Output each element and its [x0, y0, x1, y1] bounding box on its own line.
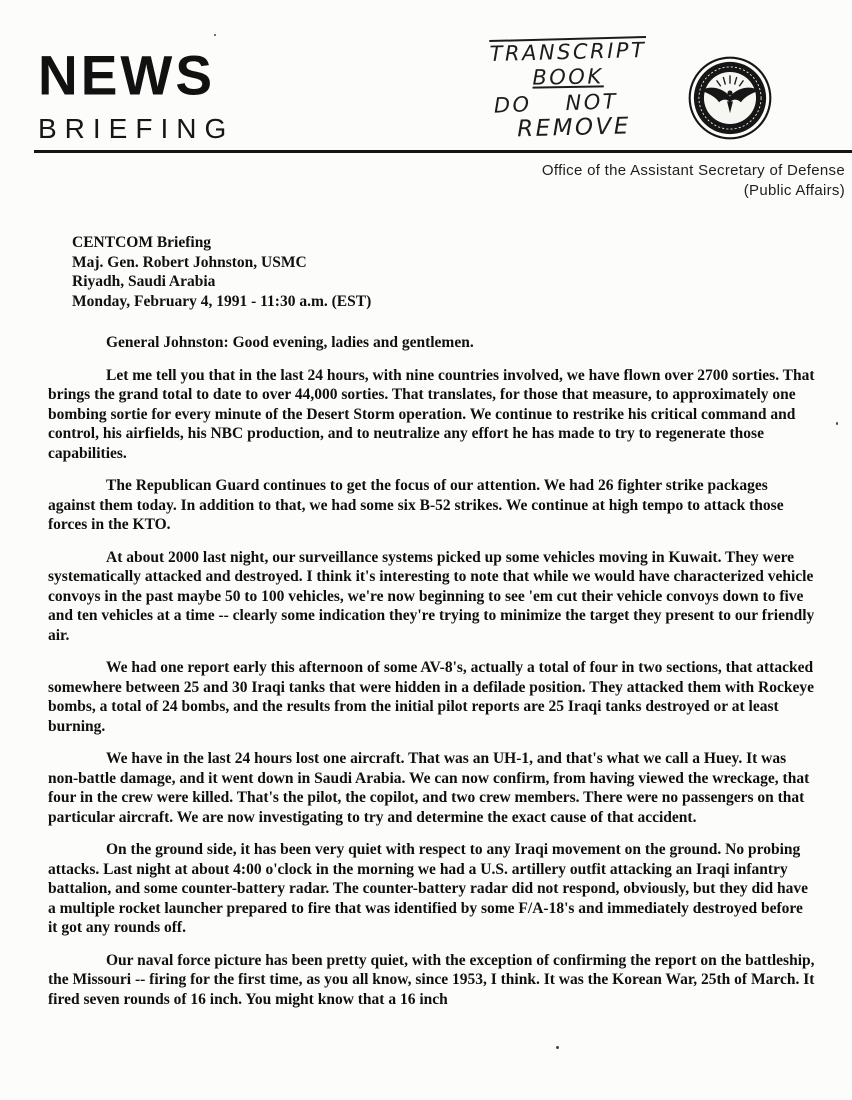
- scan-speck: [214, 34, 216, 36]
- handwritten-not: NOT: [565, 89, 619, 116]
- office-header: [542, 161, 845, 202]
- department-of-defense-seal-icon: [688, 56, 772, 140]
- handwritten-do: DO: [493, 92, 533, 118]
- header-rule: [34, 150, 852, 153]
- briefing-datetime: Monday, February 4, 1991 - 11:30 a.m. (EST): [72, 292, 372, 310]
- handwritten-transcript: TRANSCRIPT: [489, 37, 647, 67]
- office-line-2: (Public Affairs): [743, 182, 845, 200]
- handwritten-remove: REMOVE: [516, 113, 632, 143]
- handwritten-note: [448, 37, 688, 143]
- briefing-speaker: Maj. Gen. Robert Johnston, USMC: [72, 253, 307, 271]
- transcript-paragraph: At about 2000 last night, our surveillance systems picked up some vehicles moving in Kuwait. They were systematically attacked and destroyed. I think it's interesting to note that while we would have characterized vehicle convoys in the past maybe 50 to 100 vehicles, we're now beginning to see 'em cut their vehicle convoys down to five and ten vehicles at a time -- clearly some indication they're trying to minimize the target they present to our friendly air.: [48, 548, 815, 644]
- masthead-subtitle: BRIEFING: [38, 112, 235, 144]
- news-briefing-masthead: [38, 43, 235, 145]
- transcript-paragraph: We have in the last 24 hours lost one aircraft. That was an UH-1, and that's what we call a Huey. It was non-battle damage, and it went down in Saudi Arabia. We can now confirm, from having viewed the wreckage, that four in the crew were killed. That's the pilot, the copilot, and two crew members. There were no passengers on that particular aircraft. We are now investigating to try and determine the exact cause of that accident.: [48, 750, 810, 826]
- briefing-header-block: [72, 233, 816, 311]
- transcript-body: [48, 233, 816, 1022]
- transcript-paragraph: General Johnston: Good evening, ladies and gentlemen.: [106, 334, 474, 351]
- transcript-paragraph: On the ground side, it has been very quiet with respect to any Iraqi movement on the ground. No probing attacks. Last night at about 4:00 o'clock in the morning we had a U.S. artillery outfit attacking an Iraqi infantry battalion, and some counter-battery radar. The counter-battery radar did not respond, obviously, but they did have a multiple rocket launcher prepared to fire that was identified by some F/A-18's and immediately destroyed before it got any rounds off.: [48, 841, 808, 936]
- transcript-paragraph: Let me tell you that in the last 24 hours, with nine countries involved, we have flown over 2700 sorties. That brings the grand total to date to over 44,000 sorties. That translates, for those that measure, to approximately one bombing sortie for every minute of the Desert Storm operation. We continue to restrike his critical command and control, his airfields, his NBC production, and to neutralize any effort he has made to try to regenerate those capabilities.: [48, 366, 815, 462]
- briefing-location: Riyadh, Saudi Arabia: [72, 273, 216, 290]
- masthead-title: NEWS: [38, 43, 215, 107]
- transcript-paragraph: The Republican Guard continues to get the focus of our attention. We had 26 fighter strike packages against them today. In addition to that, we had some six B-52 strikes. We continue at high tempo to attack those forces in the KTO.: [48, 477, 784, 533]
- transcript-paragraph: We had one report early this afternoon of some AV-8's, actually a total of four in two sections, that attacked somewhere between 25 and 30 Iraqi tanks that were hidden in a defilade position. They attacked them with Rockeye bombs, a total of 24 bombs, and the results from the initial pilot reports are 25 Iraqi tanks destroyed or at least burning.: [48, 659, 814, 735]
- transcript-paragraph: Our naval force picture has been pretty quiet, with the exception of confirming the report on the battleship, the Missouri -- firing for the first time, as you all know, since 1953, I think. It was the Korean War, 25th of March. It fired seven rounds of 16 inch. You might know that a 16 inch: [48, 951, 815, 1008]
- handwritten-book: BOOK: [532, 64, 604, 90]
- scan-speck: [556, 1046, 559, 1049]
- briefing-title: CENTCOM Briefing: [72, 234, 212, 251]
- scan-speck: [836, 422, 838, 425]
- office-line-1: Office of the Assistant Secretary of Defense: [541, 162, 845, 179]
